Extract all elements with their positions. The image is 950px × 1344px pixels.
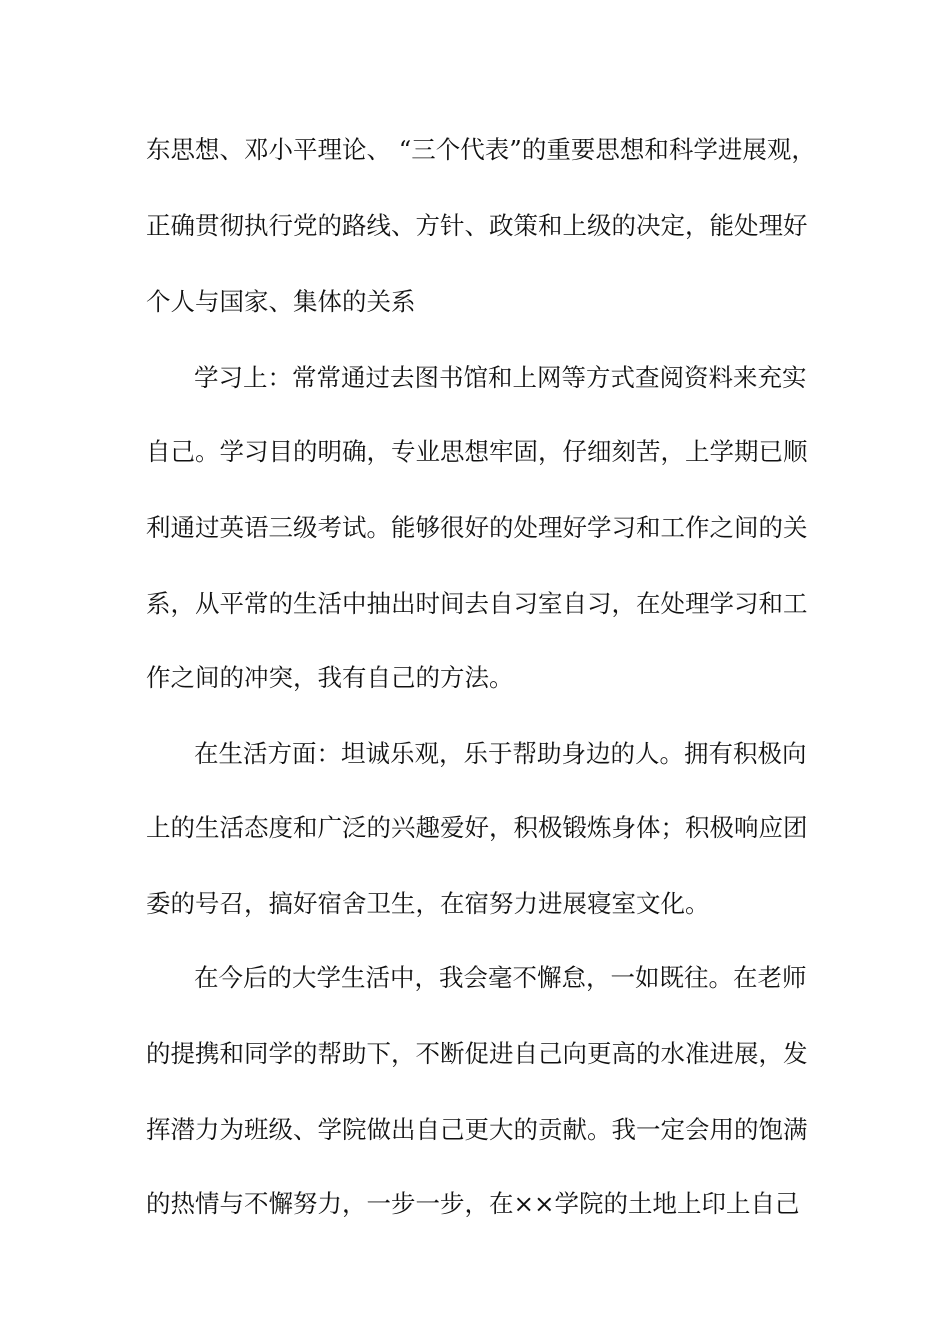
text-line: 正确贯彻执行党的路线、方针、政策和上级的决定，能处理好: [146, 211, 808, 240]
paragraph-life-first-line: 在生活方面：坦诚乐观，乐于帮助身边的人。拥有积极向: [194, 739, 807, 768]
paragraph-future-first-line: 在今后的大学生活中，我会毫不懈怠，一如既往。在老师: [194, 963, 807, 992]
text-line: 作之间的冲突，我有自己的方法。: [146, 663, 514, 692]
text-line: 的热情与不懈努力，一步一步，在××学院的土地上印上自己: [146, 1189, 800, 1218]
text-line: 上的生活态度和广泛的兴趣爱好，积极锻炼身体；积极响应团: [146, 813, 808, 842]
text-line: 委的号召，搞好宿舍卫生，在宿努力进展寝室文化。: [146, 889, 710, 918]
paragraph-study-first-line: 学习上：常常通过去图书馆和上网等方式查阅资料来充实: [194, 363, 807, 392]
text-line: 个人与国家、集体的关系: [146, 287, 416, 316]
text-line: 的提携和同学的帮助下，不断促进自己向更高的水准进展，发: [146, 1039, 808, 1068]
text-line: 系，从平常的生活中抽出时间去自习室自习，在处理学习和工: [146, 589, 808, 618]
text-line: 利通过英语三级考试。能够很好的处理好学习和工作之间的关: [146, 513, 808, 542]
text-line: 挥潜力为班级、学院做出自己更大的贡献。我一定会用的饱满: [146, 1115, 808, 1144]
text-line: 东思想、邓小平理论、 “三个代表”的重要思想和科学进展观，: [146, 135, 816, 164]
text-line: 自己。学习目的明确，专业思想牢固，仔细刻苦，上学期已顺: [146, 437, 808, 466]
